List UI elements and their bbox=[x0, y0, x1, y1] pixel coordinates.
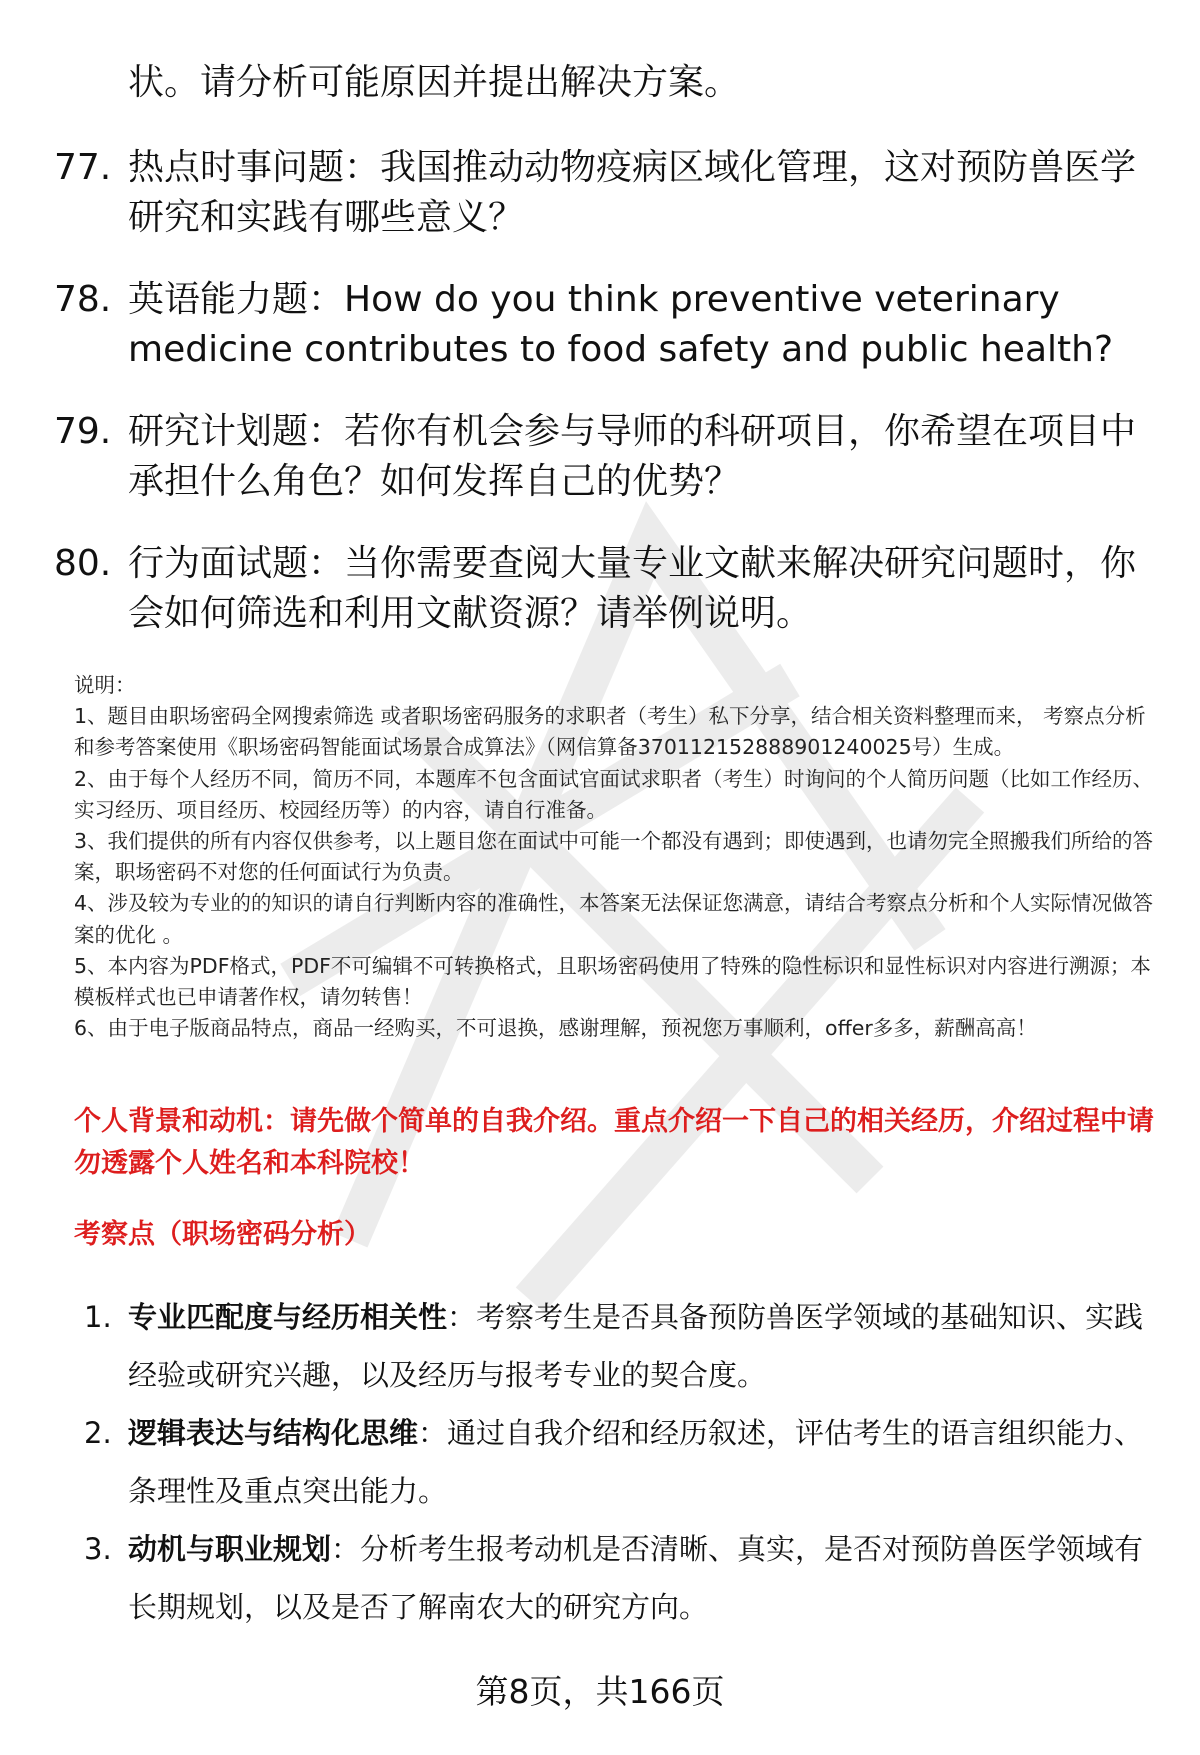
page-footer: 第8页，共166页 bbox=[475, 1672, 725, 1711]
question-number: 80. bbox=[54, 543, 112, 584]
question-80 bbox=[54, 539, 1140, 639]
notes-section bbox=[74, 670, 1160, 1044]
analysis-section-title: 考察点（职场密码分析） bbox=[74, 1219, 371, 1250]
question-text: 研究计划题：若你有机会参与导师的科研项目，你希望在项目中承担什么角色？如何发挥自己的优势？ bbox=[128, 411, 1137, 502]
point-text: ：通过自我介绍和经历叙述，评估考生的语言组织能力、条理性及重点突出能力。 bbox=[128, 1416, 1144, 1508]
point-number: 3. bbox=[84, 1532, 112, 1566]
note-item: 2、由于每个人经历不同，简历不同，本题库不包含面试官面试求职者（考生）时询问的个人简历问题（比如工作经历、实习经历、项目经历、校园经历等）的内容，请自行准备。 bbox=[74, 766, 1154, 822]
background-question: 个人背景和动机：请先做个简单的自我介绍。重点介绍一下自己的相关经历，介绍过程中请勿透露个人姓名和本科院校！ bbox=[74, 1106, 1154, 1179]
point-text: ：分析考生报考动机是否清晰、真实，是否对预防兽医学领域有长期规划，以及是否了解南农大的研究方向。 bbox=[128, 1532, 1144, 1624]
analysis-point bbox=[74, 1288, 1154, 1404]
question-79 bbox=[54, 407, 1140, 507]
note-item: 6、由于电子版商品特点，商品一经购买，不可退换，感谢理解，预祝您万事顺利，offer多多，薪酬高高！ bbox=[74, 1016, 1037, 1041]
question-text: 行为面试题：当你需要查阅大量专业文献来解决研究问题时，你会如何筛选和利用文献资源？请举例说明。 bbox=[128, 543, 1137, 634]
point-number: 2. bbox=[84, 1416, 112, 1450]
note-item: 3、我们提供的所有内容仅供参考，以上题目您在面试中可能一个都没有遇到；即使遇到，也请勿完全照搬我们所给的答案，职场密码不对您的任何面试行为负责。 bbox=[74, 829, 1154, 885]
point-key: 逻辑表达与结构化思维 bbox=[128, 1416, 419, 1450]
question-text: 英语能力题：How do you think preventive veterinary medicine contributes to food safety and public health? bbox=[128, 279, 1114, 370]
question-78 bbox=[54, 275, 1140, 375]
continuation-text: 状。请分析可能原因并提出解决方案。 bbox=[128, 62, 741, 103]
question-number: 79. bbox=[54, 411, 112, 452]
point-key: 动机与职业规划 bbox=[128, 1532, 332, 1566]
analysis-point bbox=[74, 1404, 1154, 1520]
question-number: 77. bbox=[54, 147, 112, 188]
point-number: 1. bbox=[84, 1300, 112, 1334]
analysis-point bbox=[74, 1520, 1154, 1636]
question-77 bbox=[54, 143, 1140, 243]
question-text: 热点时事问题：我国推动动物疫病区域化管理，这对预防兽医学研究和实践有哪些意义？ bbox=[128, 147, 1137, 238]
note-item: 5、本内容为PDF格式，PDF不可编辑不可转换格式，且职场密码使用了特殊的隐性标识和显性标识对内容进行溯源；本模板样式也已申请著作权，请勿转售！ bbox=[74, 953, 1151, 1010]
point-text: ：考察考生是否具备预防兽医学领域的基础知识、实践经验或研究兴趣，以及经历与报考专业的契合度。 bbox=[128, 1300, 1144, 1392]
question-number: 78. bbox=[54, 279, 112, 320]
point-key: 专业匹配度与经历相关性 bbox=[128, 1300, 448, 1334]
note-item: 4、涉及较为专业的的知识的请自行判断内容的准确性，本答案无法保证您满意，请结合考察点分析和个人实际情况做答案的优化 。 bbox=[74, 891, 1154, 947]
note-item: 1、题目由职场密码全网搜索筛选 或者职场密码服务的求职者（考生）私下分享，结合相关资料整理而来， 考察点分析和参考答案使用《职场密码智能面试场景合成算法》（网信算备370112152888901240025号）生成。 bbox=[74, 704, 1146, 760]
analysis-points bbox=[74, 1288, 1154, 1636]
notes-title: 说明： bbox=[74, 673, 136, 697]
